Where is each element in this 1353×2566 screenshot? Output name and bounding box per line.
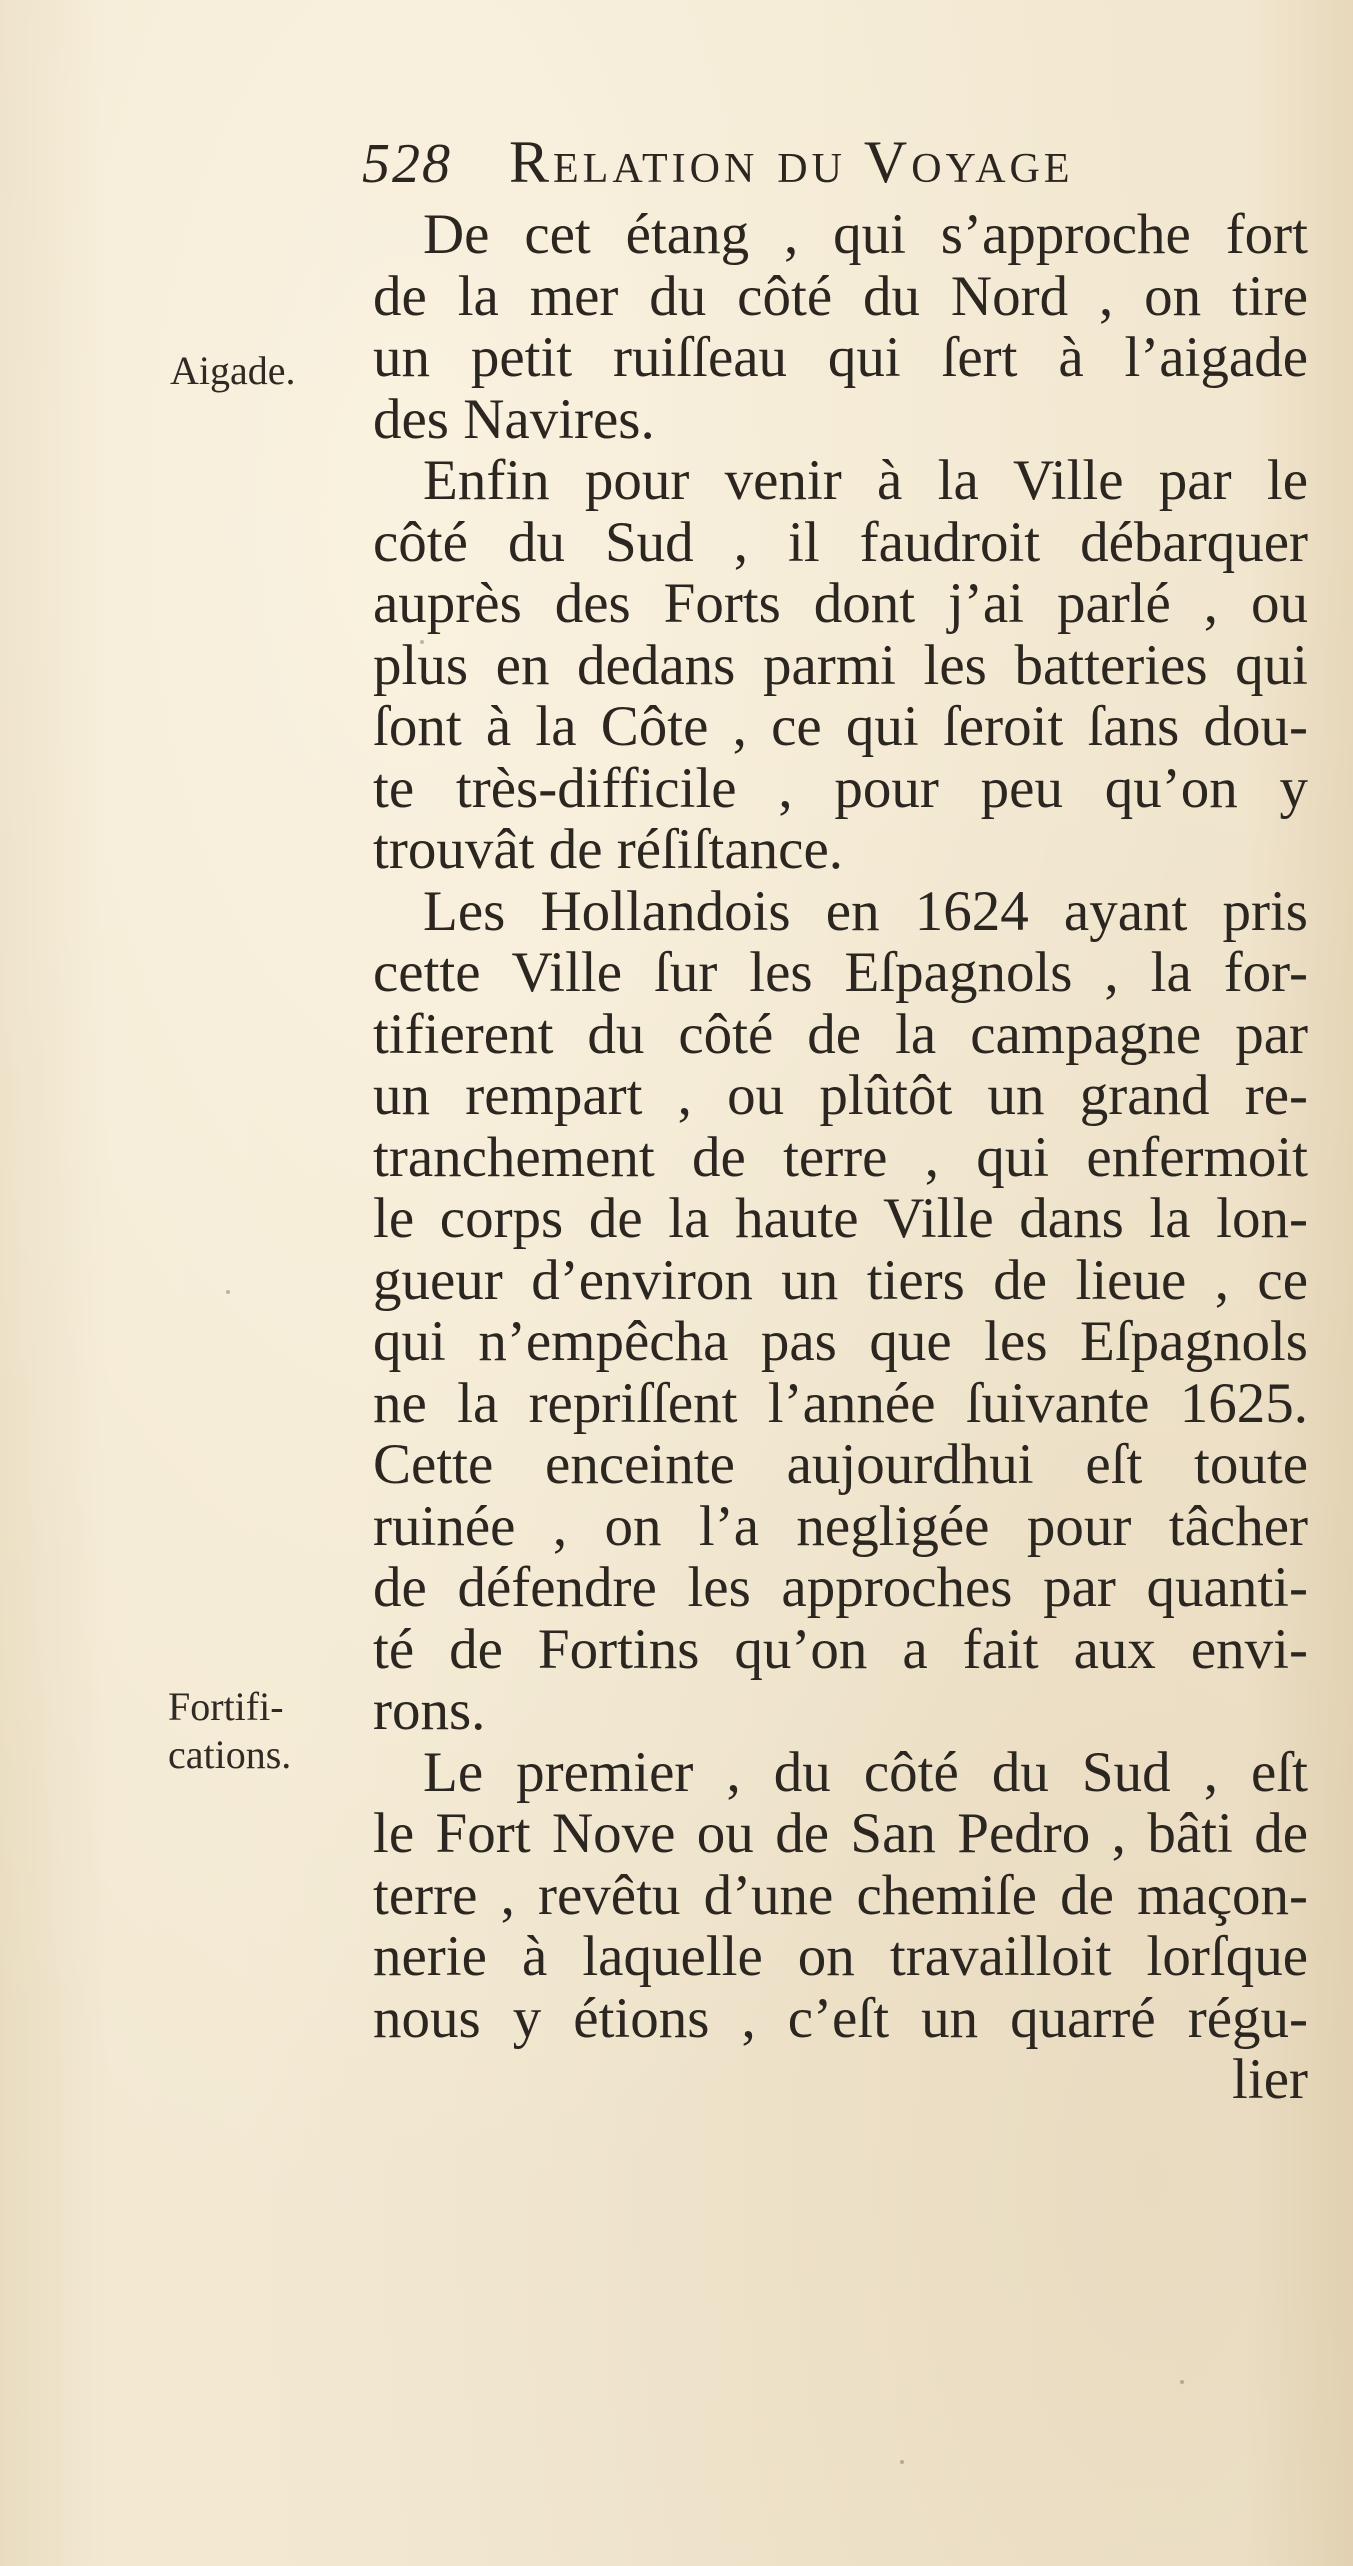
- text-line: ruinée , on l’a negligée pour tâcher: [373, 1495, 1308, 1557]
- text-line: qui n’empêcha pas que les Eſpagnols: [373, 1311, 1308, 1373]
- text-line: un petit ruiſſeau qui ſert à l’aigade: [373, 327, 1308, 389]
- page-number: 528: [362, 133, 452, 195]
- text-line: côté du Sud , il faudroit débarquer: [373, 511, 1308, 573]
- paper-speck: [420, 640, 424, 644]
- text-line: De cet étang , qui s’approche fort: [423, 204, 1308, 266]
- paper-speck: [226, 1290, 230, 1294]
- running-title: Relation du Voyage: [509, 129, 1074, 195]
- paper-speck: [1180, 2380, 1184, 2384]
- text-line: auprès des Forts dont j’ai parlé , ou: [373, 573, 1308, 635]
- text-line: nous y étions , c’eſt un quarré régu-: [373, 1987, 1308, 2049]
- margin-note-text: Aigade.: [170, 348, 296, 393]
- paper-speck: [900, 2460, 904, 2464]
- text-line: ſont à la Côte , ce qui ſeroit ſans dou-: [373, 696, 1308, 758]
- text-line: tifierent du côté de la campagne par: [373, 1003, 1308, 1065]
- text-line: un rempart , ou plûtôt un grand re-: [373, 1065, 1308, 1127]
- text-line: de défendre les approches par quanti-: [373, 1557, 1308, 1619]
- text-line: gueur d’environ un tiers de lieue , ce: [373, 1249, 1308, 1311]
- text-line: ne la repriſſent l’année ſuivante 1625.: [373, 1372, 1308, 1434]
- text-line: de la mer du côté du Nord , on tire: [373, 265, 1308, 327]
- text-line: Enfin pour venir à la Ville par le: [423, 450, 1308, 512]
- text-line: nerie à laquelle on travailloit lorſque: [373, 1926, 1308, 1988]
- text-line: Le premier , du côté du Sud , eſt: [423, 1741, 1308, 1803]
- text-line: le corps de la haute Ville dans la lon-: [373, 1188, 1308, 1250]
- page-header: [362, 128, 1262, 208]
- text-line: tranchement de terre , qui enfermoit: [373, 1126, 1308, 1188]
- margin-note-text: Fortifi-: [168, 1684, 284, 1729]
- text-line: cette Ville ſur les Eſpagnols , la for-: [373, 942, 1308, 1004]
- text-line: terre , revêtu d’une chemiſe de maçon-: [373, 1864, 1308, 1926]
- body-text: [373, 204, 1308, 2111]
- text-line: plus en dedans parmi les batteries qui: [373, 634, 1308, 696]
- margin-note-aigade: [170, 347, 296, 395]
- margin-note-fortifications: [168, 1683, 291, 1779]
- text-line: te très-difficile , pour peu qu’on y: [373, 757, 1308, 819]
- margin-note-text: cations.: [168, 1732, 292, 1777]
- catchword: lier: [1232, 2049, 1308, 2111]
- text-line: des Navires.: [373, 388, 655, 450]
- text-line: le Fort Nove ou de San Pedro , bâti de: [373, 1803, 1308, 1865]
- text-line: té de Fortins qu’on a fait aux envi-: [373, 1618, 1308, 1680]
- text-line: Les Hollandois en 1624 ayant pris: [423, 880, 1308, 942]
- text-line: rons.: [373, 1680, 486, 1742]
- text-line: Cette enceinte aujourdhui eſt toute: [373, 1434, 1308, 1496]
- text-line: trouvât de réſiſtance.: [373, 819, 844, 881]
